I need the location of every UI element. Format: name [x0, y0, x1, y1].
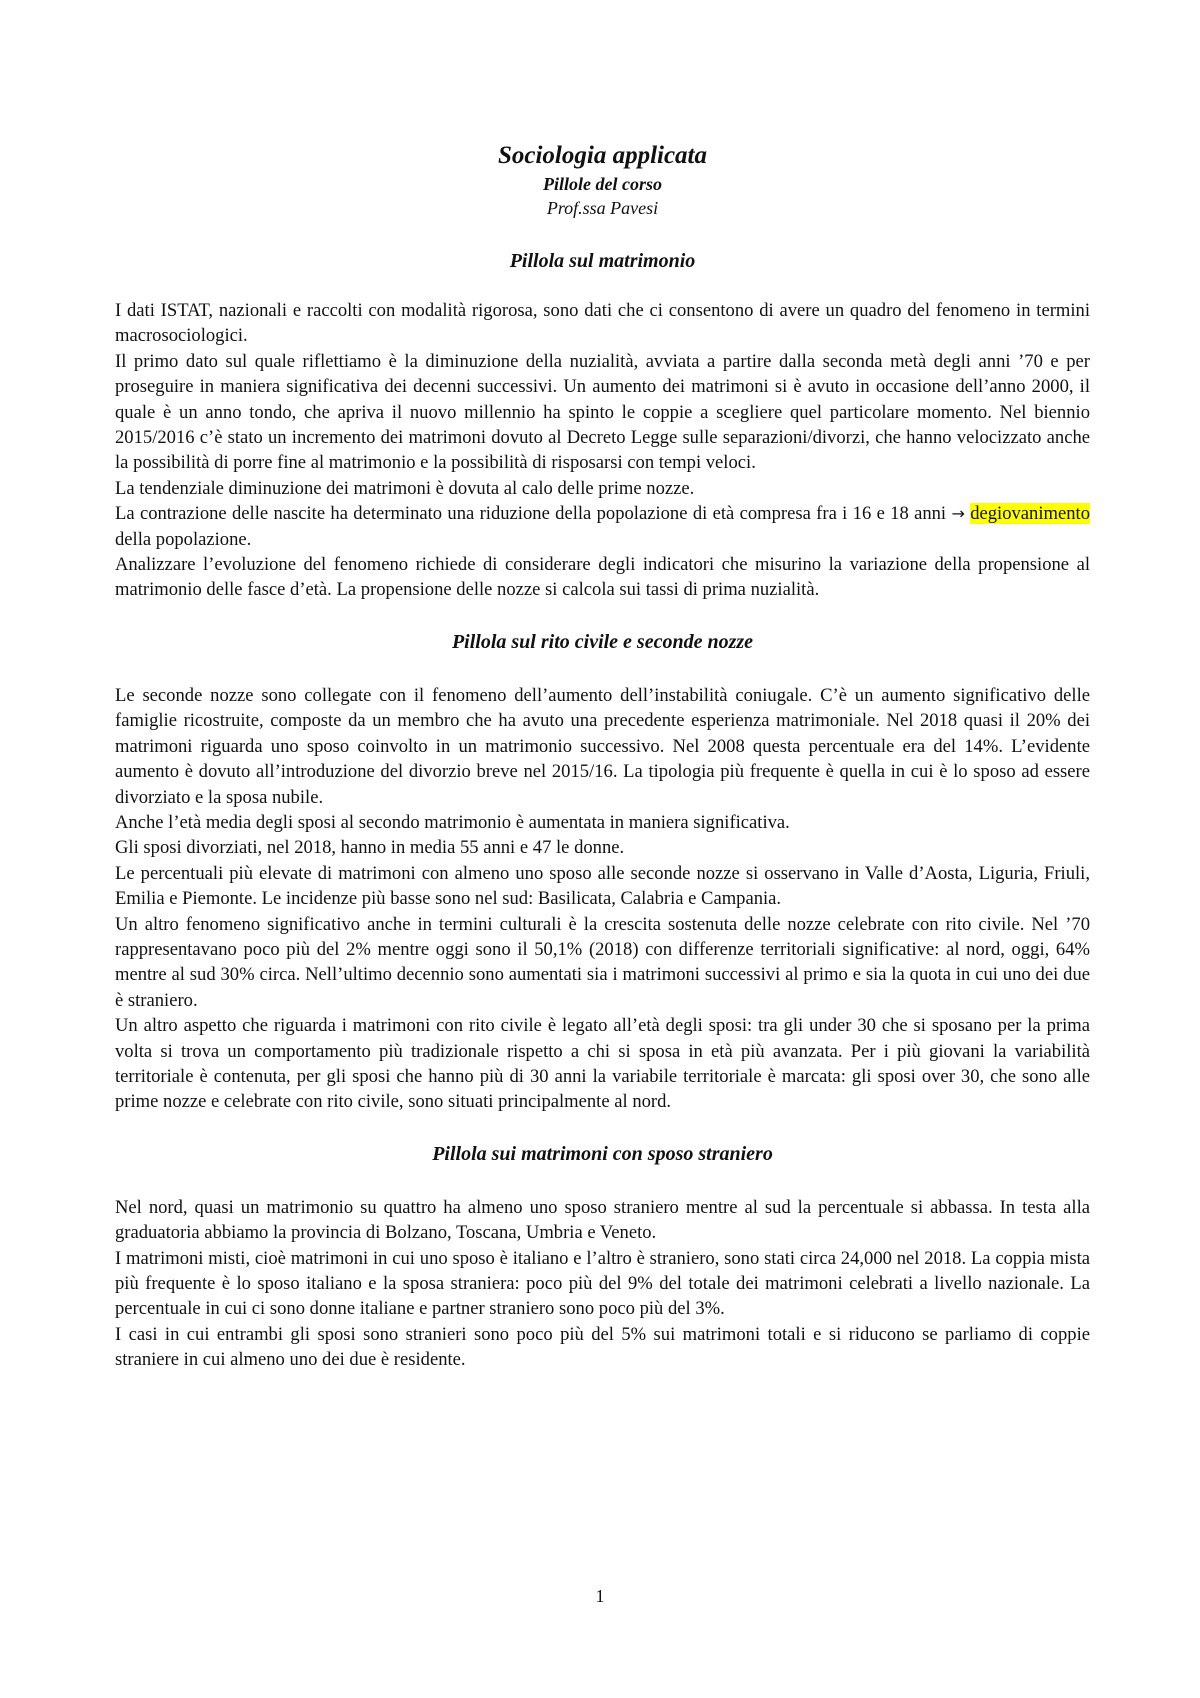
- document-body: [115, 140, 1090, 1373]
- right-arrow-icon: →: [951, 504, 965, 524]
- paragraph: I casi in cui entrambi gli sposi sono stranieri sono poco più del 5% sui matrimoni totali e si riducono se parliamo di coppie straniere in cui almeno uno dei due è residente.: [115, 1323, 1090, 1371]
- section-body-sposo-straniero: [115, 1195, 1090, 1373]
- paragraph: La tendenziale diminuzione dei matrimoni è dovuta al calo delle prime nozze.: [115, 477, 695, 499]
- paragraph: I matrimoni misti, cioè matrimoni in cui uno sposo è italiano e l’altro è straniero, sono stati circa 24,000 nel 2018. La coppia mista più frequente è lo sposo italiano e la sposa straniera: poco più del 9% del totale dei matrimoni celebrati a livello nazionale. La percentuale in cui ci sono donne italiane e partner straniero sono poco più del 3%.: [115, 1247, 1090, 1320]
- document-author: Prof.ssa Pavesi: [546, 198, 659, 218]
- paragraph: Le seconde nozze sono collegate con il fenomeno dell’aumento dell’instabilità coniugale. C’è un aumento significativo delle famiglie ricostruite, composte da un membro che ha avuto una precedente esperienza matrimoniale. Nel 2018 quasi il 20% dei matrimoni riguarda uno sposo coinvolto in un matrimonio successivo. Nel 2008 questa percentuale era del 14%. L’evidente aumento è dovuto all’introduzione del divorzio breve nel 2015/16. La tipologia più frequente è quella in cui è lo sposo ad essere divorziato e la sposa nubile.: [115, 684, 1090, 808]
- document-subtitle: Pillole del corso: [543, 174, 662, 194]
- paragraph: Analizzare l’evoluzione del fenomeno richiede di considerare degli indicatori che misurino la variazione della propensione al matrimonio delle fasce d’età. La propensione delle nozze si calcola sui tassi di prima nuzialità.: [115, 554, 1090, 601]
- paragraph-text: della popolazione.: [115, 528, 252, 550]
- section-body-matrimonio: [115, 298, 1090, 603]
- paragraph: Un altro fenomeno significativo anche in termini culturali è la crescita sostenuta delle nozze celebrate con rito civile. Nel ’70 rappresentavano poco più del 2% mentre oggi sono il 50,1% (2018) con differenze territoriali significative: al nord, oggi, 64% mentre al sud 30% circa. Nell’ultimo decennio sono aumentati sia i matrimoni successivi al primo e sia la quota in cui uno dei due è straniero.: [115, 913, 1090, 1011]
- paragraph-text: La contrazione delle nascite ha determinato una riduzione della popolazione di età compresa fra i 16 e 18 anni: [115, 503, 947, 525]
- paragraph: Gli sposi divorziati, nel 2018, hanno in media 55 anni e 47 le donne.: [115, 837, 625, 859]
- paragraph: I dati ISTAT, nazionali e raccolti con modalità rigorosa, sono dati che ci consentono di avere un quadro del fenomeno in termini macrosociologici.: [115, 300, 1090, 347]
- section-title-rito-civile: Pillola sul rito civile e seconde nozze: [451, 630, 754, 653]
- document-title: Sociologia applicata: [497, 142, 708, 169]
- paragraph: Le percentuali più elevate di matrimoni con almeno uno sposo alle seconde nozze si osservano in Valle d’Aosta, Liguria, Friuli, Emilia e Piemonte. Le incidenze più basse sono nel sud: Basilicata, Calabria e Campania.: [115, 862, 1090, 910]
- section-title-matrimonio: Pillola sul matrimonio: [509, 250, 696, 272]
- paragraph: Nel nord, quasi un matrimonio su quattro ha almeno uno sposo straniero mentre al sud la percentuale si abbassa. In testa alla graduatoria abbiamo la provincia di Bolzano, Toscana, Umbria e Veneto.: [115, 1196, 1090, 1244]
- section-body-rito-civile: [115, 683, 1090, 1115]
- paragraph-degiovanimento: [115, 501, 1090, 552]
- highlighted-term: degiovanimento: [970, 503, 1090, 525]
- paragraph: Un altro aspetto che riguarda i matrimoni con rito civile è legato all’età degli sposi: tra gli under 30 che si sposano per la prima volta si trova un comportamento più tradizionale rispetto a chi si sposa in età più avanzata. Per i più giovani la variabilità territoriale è contenuta, per gli sposi che hanno più di 30 anni la variabile territoriale è marcata: gli sposi over 30, che sono alle prime nozze e celebrate con rito civile, sono situati principalmente al nord.: [115, 1015, 1090, 1113]
- page-number: 1: [595, 1586, 605, 1606]
- paragraph: Il primo dato sul quale riflettiamo è la diminuzione della nuzialità, avviata a partire dalla seconda metà degli anni ’70 e per proseguire in maniera significativa dei decenni successivi. Un aumento dei matrimoni si è avuto in occasione dell’anno 2000, il quale è un anno tondo, che apriva il nuovo millennio ha spinto le coppie a scegliere quel particolare momento. Nel biennio 2015/2016 c’è stato un incremento dei matrimoni dovuto al Decreto Legge sulle separazioni/divorzi, che hanno velocizzato anche la possibilità di porre fine al matrimonio e la possibilità di risposarsi con tempi veloci.: [115, 350, 1090, 474]
- paragraph: Anche l’età media degli sposi al secondo matrimonio è aumentata in maniera significativa.: [115, 811, 790, 833]
- section-title-sposo-straniero: Pillola sui matrimoni con sposo straniero: [432, 1142, 773, 1165]
